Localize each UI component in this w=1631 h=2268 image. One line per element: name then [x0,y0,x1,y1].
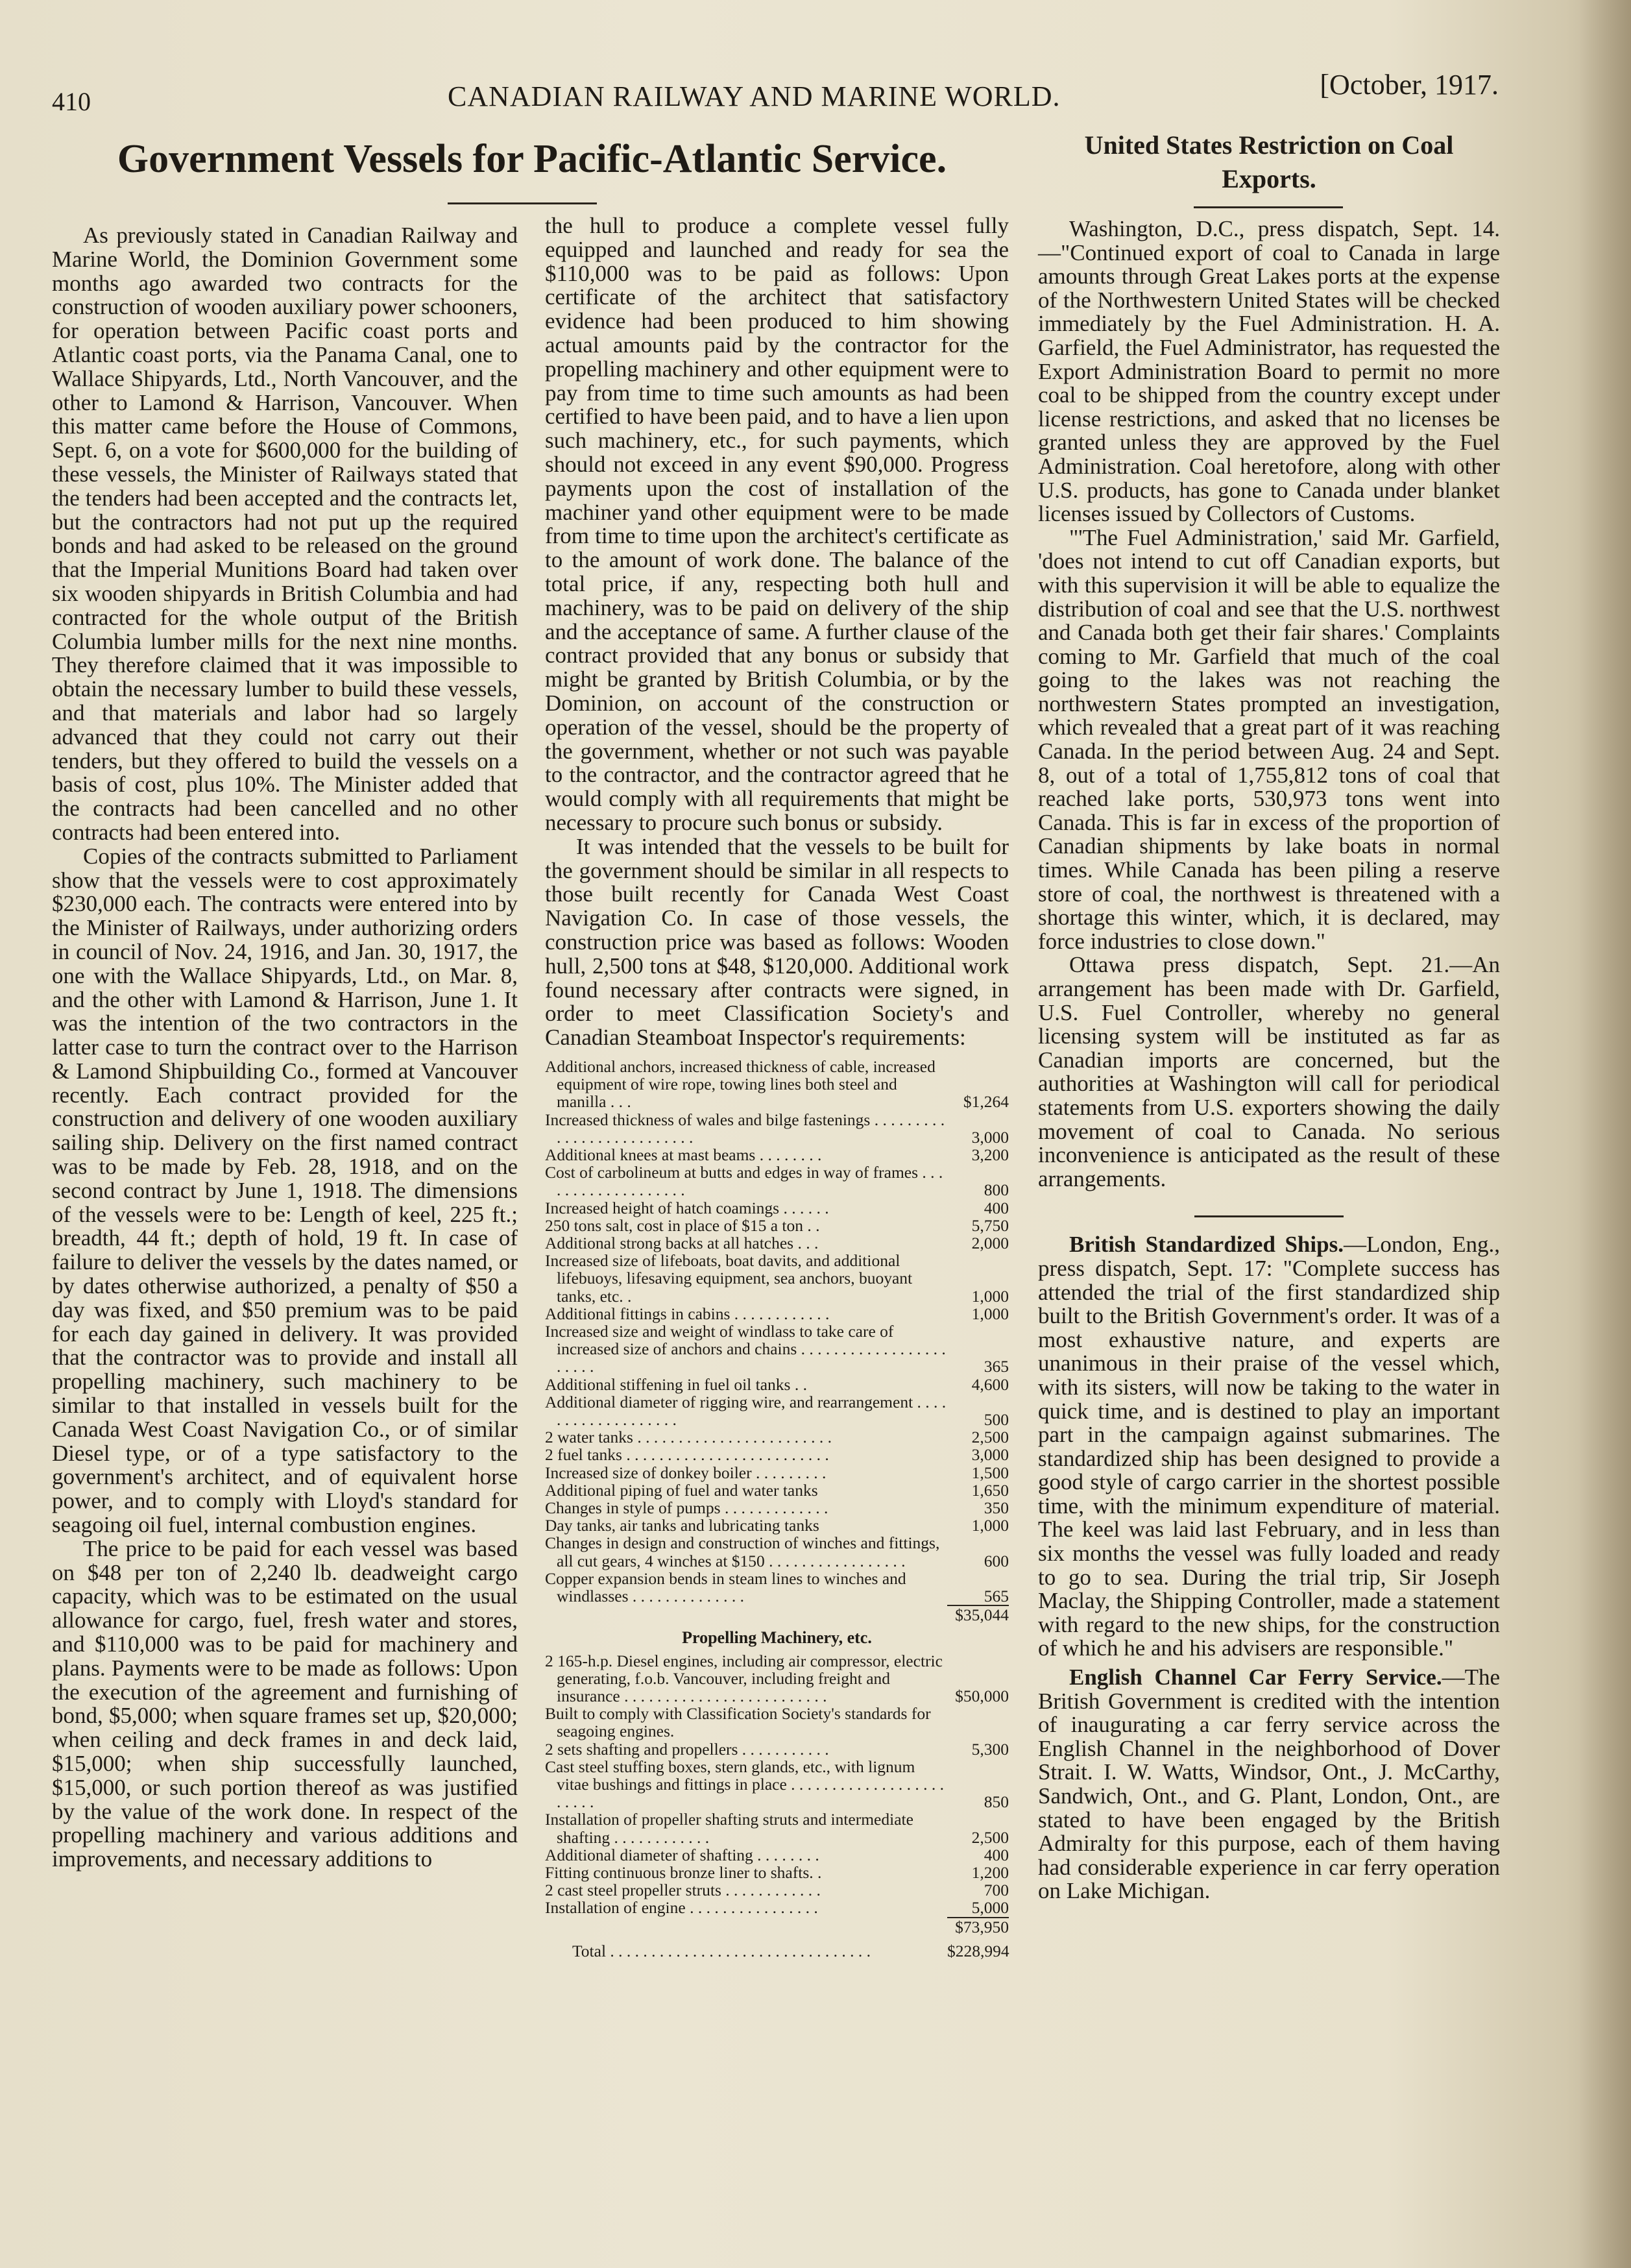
row-amount: 3,000 [971,1127,1009,1147]
row-description: Fitting continuous bronze liner to shafts. . [545,1863,822,1883]
table-row [545,1652,1009,1705]
table-row [545,1376,1009,1393]
table-row [545,1482,1009,1499]
row-description: Cast steel stuffing boxes, stern glands, etc., with lignum vitae bushings and fittings in place . . . . . . . . . . . . . . . . . . . . . . . . [545,1757,945,1812]
table-row [545,1146,1009,1164]
row-amount: 350 [984,1498,1009,1517]
row-amount: 5,750 [971,1215,1009,1235]
table-row [545,1305,1009,1323]
row-description: Changes in style of pumps . . . . . . . . . . . . . [545,1498,828,1517]
table-row [545,1164,1009,1199]
table-row [545,1323,1009,1376]
table-row [545,1217,1009,1234]
row-amount: 2,500 [971,1827,1009,1847]
table-row [545,1740,1009,1758]
table-row [545,1881,1009,1899]
table-row [545,1534,1009,1569]
row-amount: $1,264 [963,1092,1009,1112]
table-row [545,1446,1009,1463]
paragraph: Copies of the contracts submitted to Parliament show that the vessels were to cost approximately $230,000 each. The contracts were entered into by the Minister of Railways, under authorizing orders in council of Nov. 24, 1916, and Jan. 30, 1917, the one with the Wallace Shipyards, Ltd., on Mar. 8, and the other with Lamond & Harrison, June 1. It was the intention of the two contractors in the latter case to turn the contract over to the Harrison & Lamond Shipbuilding Co., formed at Vancouver recently. Each contract provided for the construction and delivery of one wooden auxiliary sailing ship. Delivery on the first named contract was to be made by Feb. 28, 1918, and on the second contract by June 1, 1918. The dimensions of the vessels were to be: Length of keel, 225 ft.; breadth, 44 ft.; depth of hold, 19 ft. In case of failure to deliver the vessels by the dates named, or by dates otherwise authorized, a penalty of $50 a day was fixed, and $50 premium was to be paid for each day gained in delivery. It was provided that the contractor was to provide and install all propelling machinery, such machinery to be similar to that installed in vessels built for the Canada West Coast Navigation Co., or of similar Diesel type, or of a type satisfactory to the government's architect, and of equivalent horse power, and to comply with Lloyd's standard for seagoing oil fuel, internal combustion engines. [52,843,518,1538]
row-amount: 1,200 [971,1863,1009,1883]
row-amount: 5,300 [971,1739,1009,1759]
row-description: 2 165-h.p. Diesel engines, including air compressor, electric generating, f.o.b. Vancouver, including freight and insurance . . . . . . . . . . . . . . . . . . . . . . . . . [545,1651,943,1705]
row-description: Increased height of hatch coamings . . . . . . [545,1198,829,1217]
main-article-column-2 [545,214,1009,1960]
row-description: Installation of engine . . . . . . . . . . . . . . . . [545,1898,818,1918]
table-row [545,1705,1009,1740]
row-description: Additional fittings in cabins . . . . . . . . . . . . [545,1304,830,1323]
row-amount: 3,200 [971,1145,1009,1164]
subtotal-hull-value: $35,044 [947,1605,1009,1624]
row-description: 2 fuel tanks . . . . . . . . . . . . . . . . . . . . . . . . . [545,1445,829,1465]
main-article-column-1 [52,224,518,1872]
row-description: Changes in design and construction of winches and fittings, all cut gears, 4 winches at $150 . . . . . . . . . . . . . . . . . [545,1533,940,1570]
row-description: 2 water tanks . . . . . . . . . . . . . . . . . . . . . . . . [545,1428,832,1447]
row-amount: 1,500 [971,1463,1009,1482]
paragraph: Washington, D.C., press dispatch, Sept. 14.—"Continued export of coal to Canada in large amounts through Great Lakes ports at the expense of the Northwestern United States will be checked immediately by the Fuel Administration. H. A. Garfield, the Fuel Administrator, has requested the Export Administration Board to permit no more coal to be shipped from the country except under license restrictions, and asked that no licenses be granted unless they are approved by the Fuel Administration. Coal heretofore, along with other U.S. products, has gone to Canada under blanket licenses issued by Collectors of Customs. [1038,216,1500,527]
row-amount: 800 [984,1180,1009,1200]
paragraph: "'The Fuel Administration,' said Mr. Garfield, 'does not intend to cut off Canadian exports, but with this supervision it will be able to equalize the distribution of coal and see that the U.S. northwest and Canada both get their fair shares.' Complaints coming to Mr. Garfield that much of the coal going to the lakes was not reaching the northwestern States prompted an investigation, which revealed that a great part of it was reaching Canada. In the period between Aug. 24 and Sept. 8, out of a total of 1,755,812 tons of coal that reached lake ports, 530,973 tons went into Canada. This is far in excess of the proportion of Canadian shipments by lake boats in normal times. While Canada has been piling a reserve store of coal, the northwest is threatened with a shortage this winter, which, it is declared, may force industries to close down." [1038,524,1500,954]
row-amount: 365 [984,1357,1009,1376]
table-row [545,1758,1009,1811]
table-row [545,1252,1009,1305]
row-description: Increased size and weight of windlass to take care of increased size of anchors and chains . . . . . . . . . . . . . . . . . . . . . . . [545,1321,946,1376]
row-amount: 565 [984,1586,1009,1605]
row-description: Increased size of donkey boiler . . . . . . . . . [545,1463,827,1482]
coal-article-title: United States Restriction on Coal Exports. [1084,130,1454,193]
row-amount: 600 [984,1551,1009,1570]
ferry-article [1038,1666,1500,1903]
row-amount: 2,500 [971,1428,1009,1447]
table-row [545,1428,1009,1446]
row-amount: 5,000 [971,1898,1009,1918]
main-article-title: Government Vessels for Pacific-Atlantic Service. [117,137,947,181]
row-amount: 500 [984,1409,1009,1429]
paragraph: The price to be paid for each vessel was based on $48 per ton of 2,240 lb. deadweight cargo capacity, which was to be estimated on the usual allowance for cargo, fuel, fresh water and stores, and $110,000 was to be paid for machinery and plans. Payments were to be made as follows: Upon the execution of the agreement and furnishing of bond, $5,000; when square frames set up, $20,000; when ceiling and deck frames in and deck laid, $15,000; when ship successfully launched, $15,000, or such portion thereof as was justified by the value of the work done. In respect of the propelling machinery and various additions and improvements, and necessary additions to [52,1535,518,1872]
row-amount: 1,000 [971,1286,1009,1306]
table-row [545,1499,1009,1517]
row-description: Copper expansion bends in steam lines to winches and windlasses . . . . . . . . . . . . . . [545,1568,906,1605]
table-row [545,1864,1009,1881]
issue-date: [October, 1917. [1320,69,1499,101]
paragraph: As previously stated in Canadian Railway and Marine World, the Dominion Government some months ago awarded two contracts for the construction of wooden auxiliary power schooners, for operation between Pacific coast ports and Atlantic coast ports, via the Panama Canal, one to Wallace Shipyards, Ltd., North Vancouver, and the other to Lamond & Harrison, Vancouver. When this matter came before the House of Commons, Sept. 6, on a vote for $600,000 for the building of these vessels, the Minister of Railways stated that the tenders had been accepted and the contracts let, but the contractors had not put up the required bonds and had asked to be released on the ground that the Imperial Munitions Board had taken over six wooden shipyards in British Columbia and had contracted for the whole output of the British Columbia lumber mills for the next nine months. They therefore claimed that it was impossible to obtain the necessary lumber to build these vessels, and that materials and labor had so largely advanced that they could not carry out their tenders, but they offered to build the vessels on a basis of cost, plus 10%. The Minister added that the contracts had been cancelled and no other contracts had been entered into. [52,223,518,845]
title-rule [448,202,597,204]
total-amount: $228,994 [947,1941,1009,1960]
row-amount: 400 [984,1198,1009,1217]
row-description: Additional piping of fuel and water tanks [545,1480,818,1500]
row-description: Installation of propeller shafting struts and intermediate shafting . . . . . . . . . . . . [545,1810,913,1847]
ferry-heading: English Channel Car Ferry Service. [1069,1664,1442,1690]
row-amount: 4,600 [971,1374,1009,1394]
row-amount: 400 [984,1845,1009,1864]
row-description: Additional diameter of rigging wire, and rearrangement . . . . . . . . . . . . . . . . . . . [545,1392,947,1429]
subtotal-machinery [545,1917,1009,1936]
row-description: Additional diameter of shafting . . . . . . . . [545,1845,819,1864]
row-amount: 1,000 [971,1304,1009,1323]
row-amount: 3,000 [971,1445,1009,1465]
row-description: 250 tons salt, cost in place of $15 a ton . . [545,1215,820,1235]
ships-text: —London, Eng., press dispatch, Sept. 17: "Complete success has attended the trial of the first standardized ship built to the British Government's order. It was of a most exhaustive nature, and experts are unanimous in their praise of the vessel which, with its sisters, will now be taking to the water in quick time, and is destined to play an important part in the campaign against submarines. The standardized ship has been designed to provide a good style of cargo carrier in the shortest possible time, with the minimum expenditure of material. The keel was laid last February, and in less than six months the vessel was fully loaded and ready to go to sea. During the trial trip, Sir Joseph Maclay, the Shipping Controller, made a statement with regard to the new ships, for the construction of which he and his advisers are responsible." [1038,1232,1500,1661]
row-amount: 700 [984,1881,1009,1900]
table-row [545,1811,1009,1846]
table-row [545,1234,1009,1252]
row-description: Additional strong backs at all hatches . . . [545,1233,819,1252]
ships-heading: British Standardized Ships. [1069,1232,1344,1258]
binding-gutter [1579,0,1631,2268]
row-description: Additional stiffening in fuel oil tanks . . [545,1374,807,1394]
paragraph: Ottawa press dispatch, Sept. 21.—An arrangement has been made with Dr. Garfield, U.S. Fuel Controller, whereby no general licensing system will be instituted as far as Canadian imports are concerned, but the authorities at Washington will call for periodical statements from U.S. exporters showing the daily movement of coal to Canada. No serious inconvenience is anticipated as the result of these arrangements. [1038,952,1500,1191]
row-description: Built to comply with Classification Society's standards for seagoing engines. [545,1704,931,1741]
coal-title-rule [1194,206,1343,208]
machinery-heading: Propelling Machinery, etc. [682,1628,872,1648]
row-amount: $50,000 [955,1687,1009,1705]
table-row [545,1570,1009,1605]
row-amount: 850 [984,1792,1009,1812]
row-description: Cost of carbolineum at butts and edges in way of frames . . . . . . . . . . . . . . . . . . . [545,1163,943,1200]
ferry-text: —The British Government is credited with the intention of inaugurating a car ferry service across the English Channel in the neighborhood of Dover Strait. I. W. Watts, Windsor, Ont., J. McCarthy, Sandwich, Ont., and G. Plant, London, Ont., are stated to have been engaged by the British Admiralty for this purpose, each of them having had considerable experience in car ferry operation on Lake Michigan. [1038,1664,1500,1904]
paragraph: It was intended that the vessels to be built for the government should be similar in all respects to those built recently for Canada West Coast Navigation Co. In case of those vessels, the construction price was based as follows: Wooden hull, 2,500 tons at $48, $120,000. Additional work found necessary after contracts were signed, in order to meet Classification Society's and Canadian Steamboat Inspector's requirements: [545,833,1009,1051]
row-description: Additional anchors, increased thickness of cable, increased equipment of wire rope, towing lines both steel and manilla . . . [545,1056,936,1112]
ships-article [1038,1233,1500,1661]
row-description: Additional knees at mast beams . . . . . . . . [545,1145,822,1164]
table-row [545,1111,1009,1146]
row-description: 2 sets shafting and propellers . . . . . . . . . . . [545,1739,829,1759]
row-amount: 1,000 [971,1516,1009,1535]
table-row [545,1199,1009,1217]
total-label: Total . . . . . . . . . . . . . . . . . . . . . . . . . . . . . . . . [572,1941,871,1960]
table-row [545,1058,1009,1111]
section-rule [1194,1215,1344,1217]
row-description: 2 cast steel propeller struts . . . . . . . . . . . . [545,1881,821,1900]
table-row [545,1393,1009,1428]
table-row [545,1517,1009,1534]
cost-table [545,1058,1009,1960]
row-description: Increased size of lifeboats, boat davits, and additional lifebuoys, lifesaving equipment, sea anchors, buoyant tanks, etc. . [545,1251,913,1306]
table-row [545,1846,1009,1864]
journal-title: CANADIAN RAILWAY AND MARINE WORLD. [448,80,1061,112]
right-column [1038,217,1500,1903]
row-description: Increased thickness of wales and bilge fastenings . . . . . . . . . . . . . . . . . . . . . . . . . . [545,1110,945,1147]
total-row [545,1942,1009,1960]
table-row [545,1899,1009,1916]
subtotal-machinery-value: $73,950 [947,1917,1009,1936]
subtotal-hull [545,1605,1009,1624]
row-amount: 2,000 [971,1233,1009,1252]
page-number: 410 [52,87,91,116]
paragraph: the hull to produce a complete vessel fully equipped and launched and ready for sea the $110,000 was to be paid as follows: Upon certificate of the architect that satisfactory evidence had been produced to him showing actual amounts paid by the contractor for the propelling machinery and other equipment were to pay from time to time such amounts as had been certified to have been paid, and to have a lien upon such machinery, etc., for such payments, which should not exceed in any event $90,000. Progress payments upon the cost of installation of the machiner yand other equipment were to be made from time to time upon the architect's certificate as to the amount of work done. The balance of the total price, if any, respecting both hull and machinery, was to be paid on delivery of the ship and the acceptance of same. A further clause of the contract provided that any bonus or subsidy that might be granted by British Columbia, or by the Dominion, on account of the construction or operation of the vessel, should be the property of the government, whether or not such was payable to the contractor, and the contractor agreed that he would comply with all requirements that might be necessary to procure such bonus or subsidy. [545,213,1009,835]
row-description: Day tanks, air tanks and lubricating tanks [545,1516,819,1535]
row-amount: 1,650 [971,1480,1009,1500]
table-row [545,1464,1009,1482]
page-header [52,68,1499,114]
